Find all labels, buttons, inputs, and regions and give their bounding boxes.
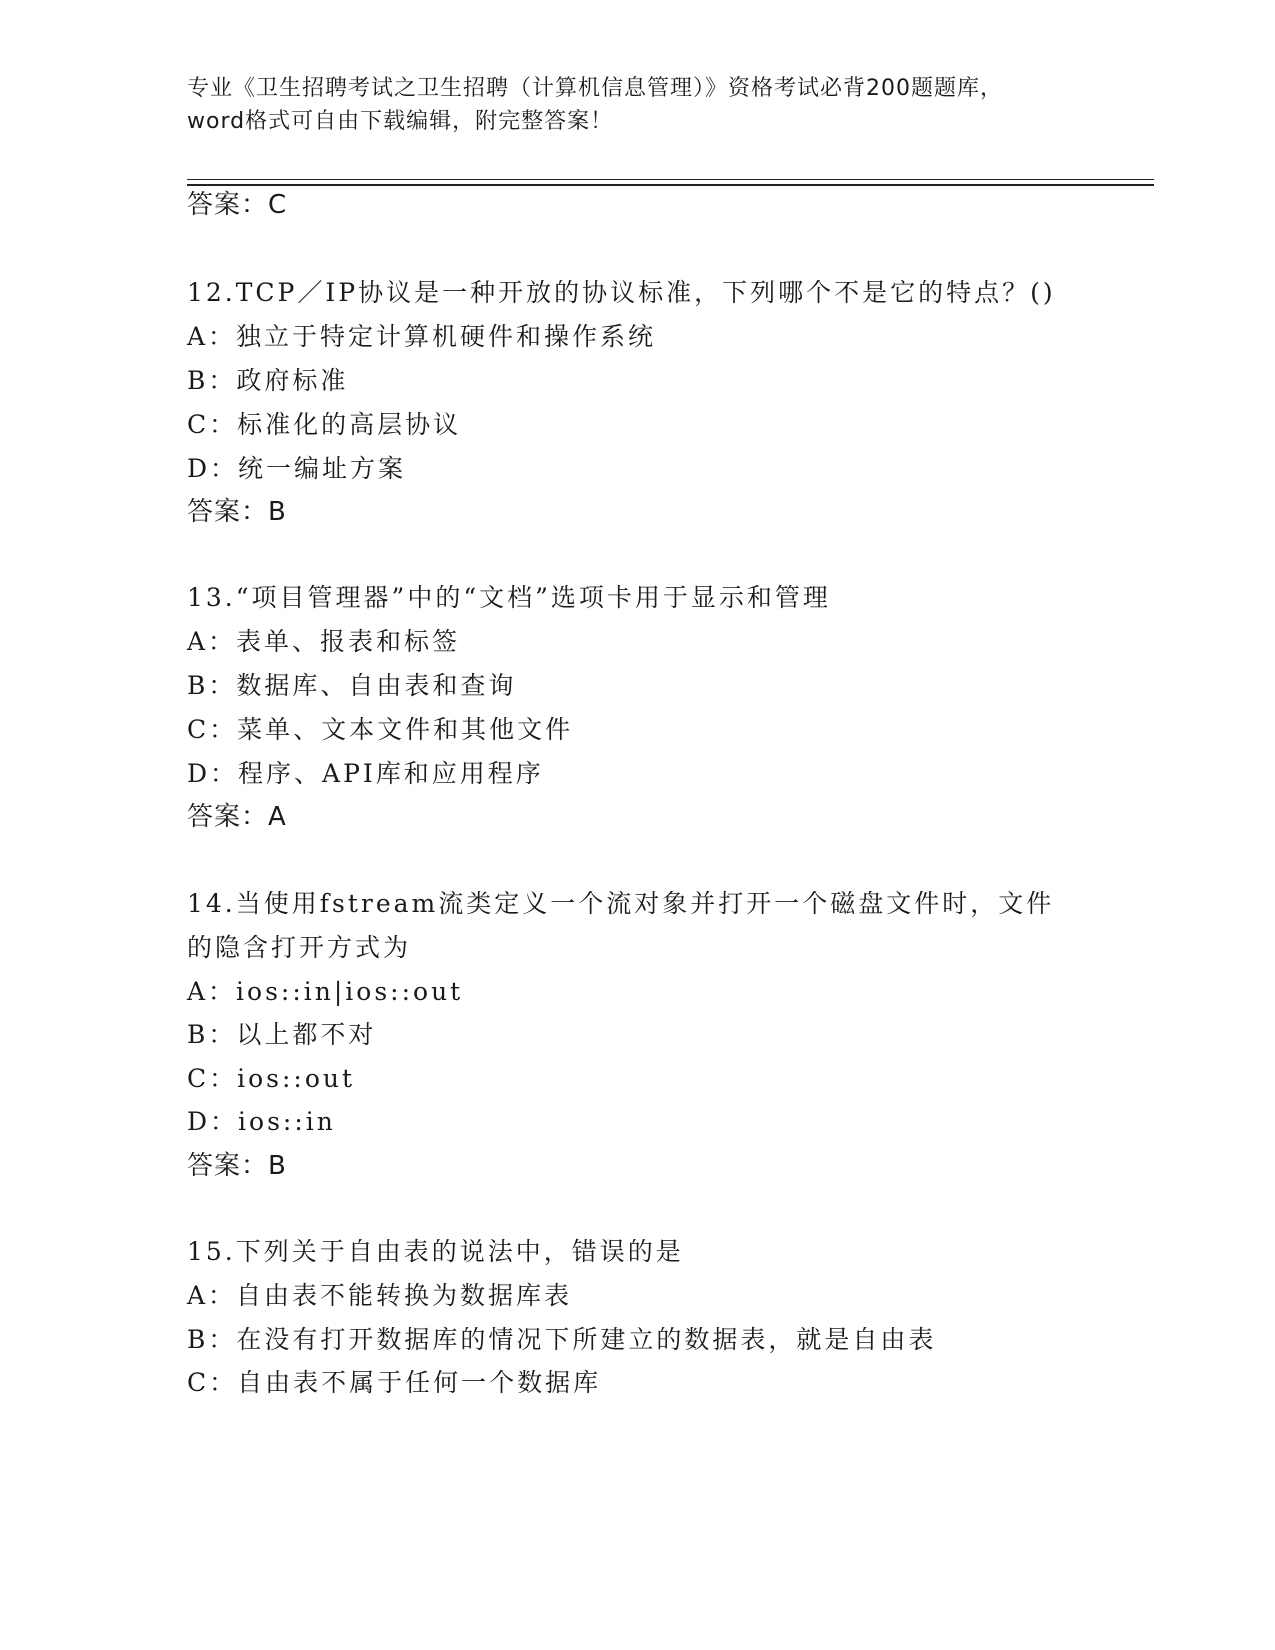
question-14-option-c: C：ios::out <box>187 1064 356 1093</box>
question-12-option-d: D：统一编址方案 <box>187 454 407 483</box>
question-14-stem: 14.当使用fstream流类定义一个流对象并打开一个磁盘文件时，文件 <box>187 889 1055 918</box>
question-14-option-b: B：以上都不对 <box>187 1020 377 1049</box>
question-14-stem-continued: 的隐含打开方式为 <box>187 933 412 962</box>
question-14-option-a: A：ios::in|ios::out <box>187 977 464 1006</box>
question-13-stem: 13.“项目管理器”中的“文档”选项卡用于显示和管理 <box>187 583 831 612</box>
question-15-option-b: B：在没有打开数据库的情况下所建立的数据表，就是自由表 <box>187 1325 937 1354</box>
question-14-option-d: D：ios::in <box>187 1107 336 1136</box>
question-13-option-c: C：菜单、文本文件和其他文件 <box>187 715 574 744</box>
question-12-option-c: C：标准化的高层协议 <box>187 410 462 439</box>
question-13-option-b: B：数据库、自由表和查询 <box>187 671 517 700</box>
question-13-answer: 答案：A <box>187 802 287 832</box>
question-12-stem: 12.TCP／IP协议是一种开放的协议标准，下列哪个不是它的特点？() <box>187 278 1056 307</box>
question-13-option-d: D：程序、API库和应用程序 <box>187 759 544 788</box>
question-12-answer: 答案：B <box>187 497 287 527</box>
header-divider-thick <box>187 184 1154 186</box>
question-15-option-c: C：自由表不属于任何一个数据库 <box>187 1368 602 1397</box>
header-divider-thin <box>187 179 1154 180</box>
question-12-option-b: B：政府标准 <box>187 366 349 395</box>
header-line-2: word格式可自由下载编辑，附完整答案！ <box>187 109 614 134</box>
previous-answer: 答案：C <box>187 190 288 220</box>
header-line-1: 专业《卫生招聘考试之卫生招聘（计算机信息管理）》资格考试必背200题题库， <box>187 76 1003 101</box>
question-12-option-a: A：独立于特定计算机硬件和操作系统 <box>187 322 657 351</box>
question-14-answer: 答案：B <box>187 1151 287 1181</box>
question-15-option-a: A：自由表不能转换为数据库表 <box>187 1281 573 1310</box>
question-13-option-a: A：表单、报表和标签 <box>187 627 461 656</box>
document-header <box>187 72 1087 138</box>
question-15-stem: 15.下列关于自由表的说法中，错误的是 <box>187 1237 684 1266</box>
